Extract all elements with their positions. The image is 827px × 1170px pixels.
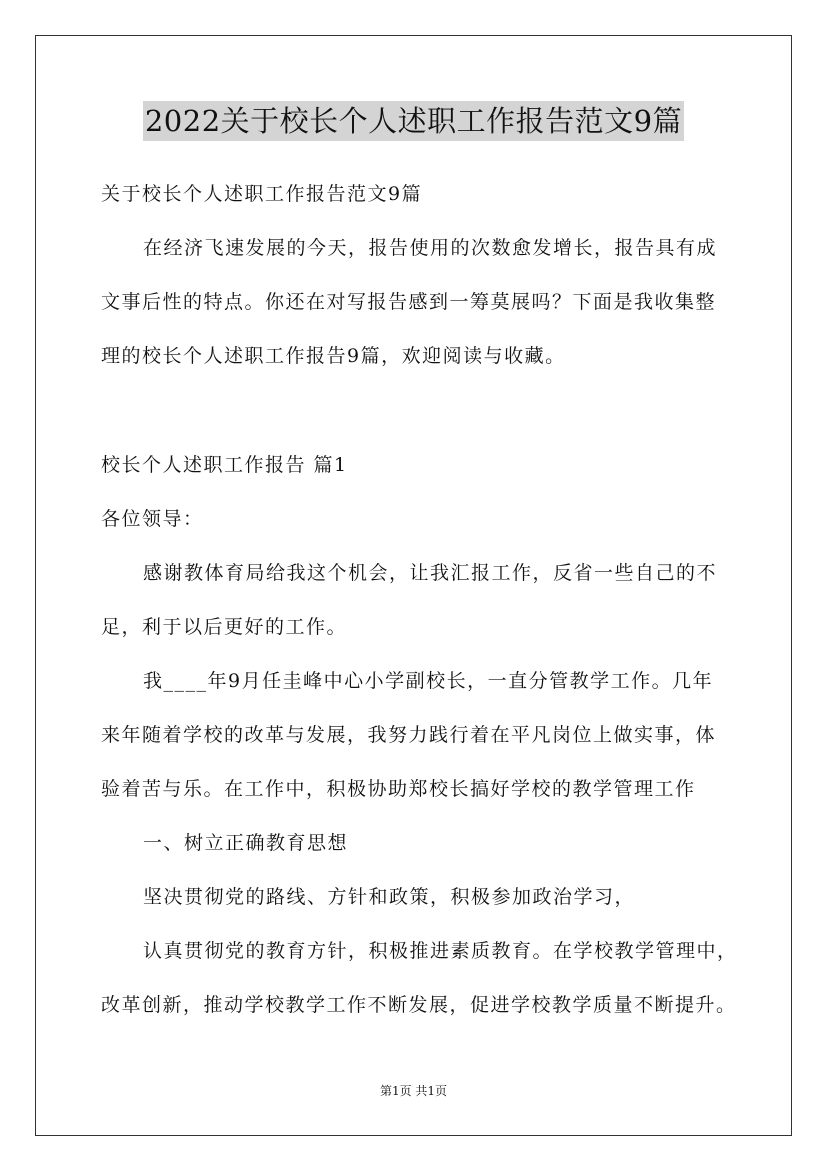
body-line-4: 来年随着学校的改革与发展，我努力践行着在平凡岗位上做实事，体 <box>101 724 717 746</box>
intro-line-1: 在经济飞速发展的今天，报告使用的次数愈发增长，报告具有成 <box>143 237 718 259</box>
body-line-5: 验着苦与乐。在工作中，积极协助郑校长搞好学校的教学管理工作 <box>101 778 696 800</box>
intro-line-3: 理的校长个人述职工作报告9篇，欢迎阅读与收藏。 <box>101 345 566 367</box>
body-line-6: 坚决贯彻党的路线、方针和政策，积极参加政治学习， <box>143 886 636 908</box>
body-line-2: 足，利于以后更好的工作。 <box>101 616 348 638</box>
title-container <box>0 101 827 141</box>
body-line-7: 认真贯彻党的教育方针，积极推进素质教育。在学校教学管理中， <box>143 940 738 962</box>
document-subtitle: 关于校长个人述职工作报告范文9篇 <box>101 183 423 205</box>
body-line-8: 改革创新，推动学校教学工作不断发展，促进学校教学质量不断提升。 <box>101 994 737 1016</box>
intro-line-2: 文事后性的特点。你还在对写报告感到一筹莫展吗？下面是我收集整 <box>101 291 717 313</box>
body-line-3: 我____年9月任圭峰中心小学副校长，一直分管教学工作。几年 <box>143 670 714 692</box>
page-footer: 第1页 共1页 <box>379 1084 448 1098</box>
body-line-1: 感谢教体育局给我这个机会，让我汇报工作，反省一些自己的不 <box>143 562 718 584</box>
document-title: 2022关于校长个人述职工作报告范文9篇 <box>143 101 684 141</box>
body-heading-1: 一、树立正确教育思想 <box>143 832 349 854</box>
salutation: 各位领导： <box>101 508 204 530</box>
section-heading: 校长个人述职工作报告 篇1 <box>101 454 348 476</box>
